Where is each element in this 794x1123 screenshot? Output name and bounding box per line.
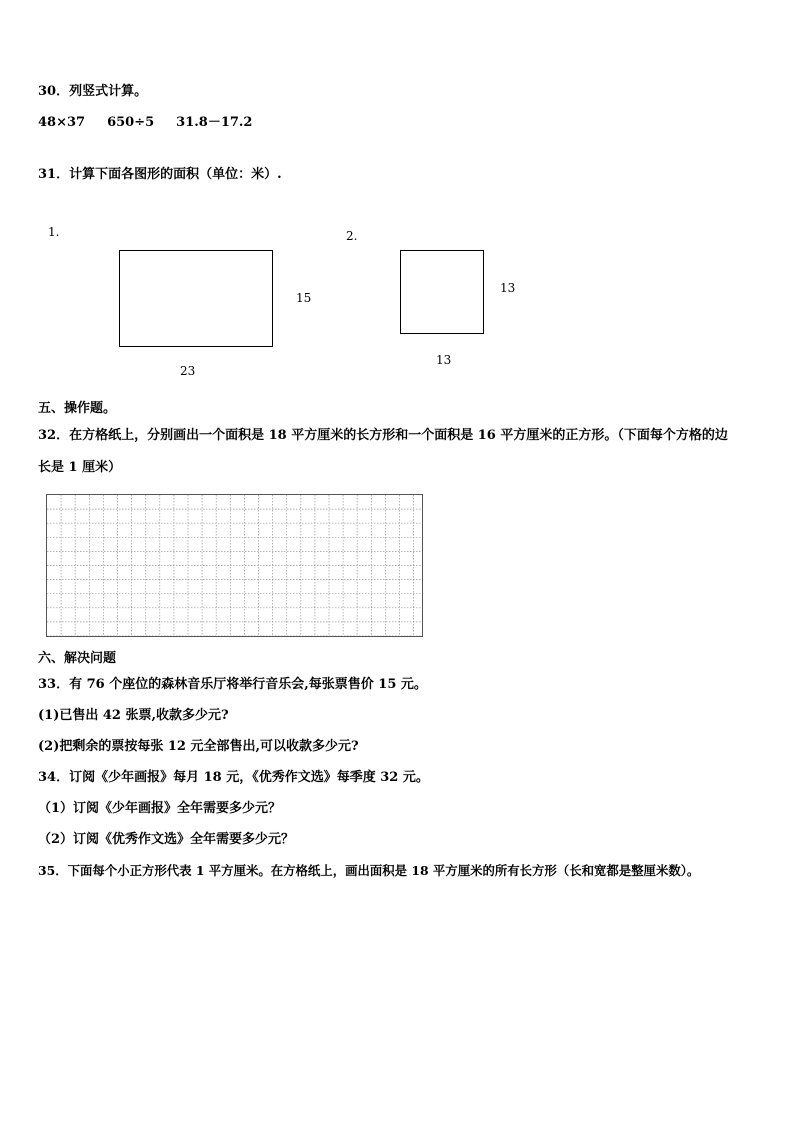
q34-sub1: （1）订阅《少年画报》全年需要多少元？ <box>38 801 282 816</box>
figure2-number: 2. <box>346 229 358 243</box>
figure1-number: 1. <box>48 225 60 239</box>
q31-title: 31．计算下面各图形的面积（单位：米）. <box>38 167 282 182</box>
q34-sub2: （2）订阅《优秀作文选》全年需要多少元？ <box>38 832 295 847</box>
section5-title: 五、操作题。 <box>38 401 117 416</box>
figure1-bottom-label: 23 <box>180 364 196 378</box>
q30-expressions <box>38 115 252 131</box>
figure2-square <box>400 250 484 334</box>
q34-title: 34．订阅《少年画报》每月 18 元，《优秀作文选》每季度 32 元。 <box>38 770 429 785</box>
q35-title: 35．下面每个小正方形代表 1 平方厘米。在方格纸上，画出面积是 18 平方厘米的所有长方形（长和宽都是整厘米数）。 <box>38 863 700 878</box>
q32-line1: 32．在方格纸上，分别画出一个面积是 18 平方厘米的长方形和一个面积是 16 平方厘米的正方形。（下面每个方格的边 <box>38 428 728 443</box>
q30-expr-3: 31.8－17.2 <box>176 115 253 130</box>
figure1-rectangle <box>119 250 273 347</box>
figure2-bottom-label: 13 <box>436 353 452 367</box>
q32-line2: 长是 1 厘米） <box>38 460 122 475</box>
q33-sub2: (2)把剩余的票按每张 12 元全部售出,可以收款多少元? <box>38 739 359 754</box>
grid-paper <box>46 494 423 637</box>
q30-expr-2: 650÷5 <box>107 115 155 130</box>
figure1-side-label: 15 <box>296 291 312 305</box>
q30-title: 30．列竖式计算。 <box>38 84 148 99</box>
section6-title: 六、解决问题 <box>38 651 117 666</box>
q33-sub1: (1)已售出 42 张票,收款多少元? <box>38 708 229 723</box>
figure2-side-label: 13 <box>500 281 516 295</box>
grid-lines <box>47 495 422 636</box>
q30-expr-1: 48×37 <box>38 115 86 130</box>
q33-title: 33．有 76 个座位的森林音乐厅将举行音乐会,每张票售价 15 元。 <box>38 677 427 692</box>
